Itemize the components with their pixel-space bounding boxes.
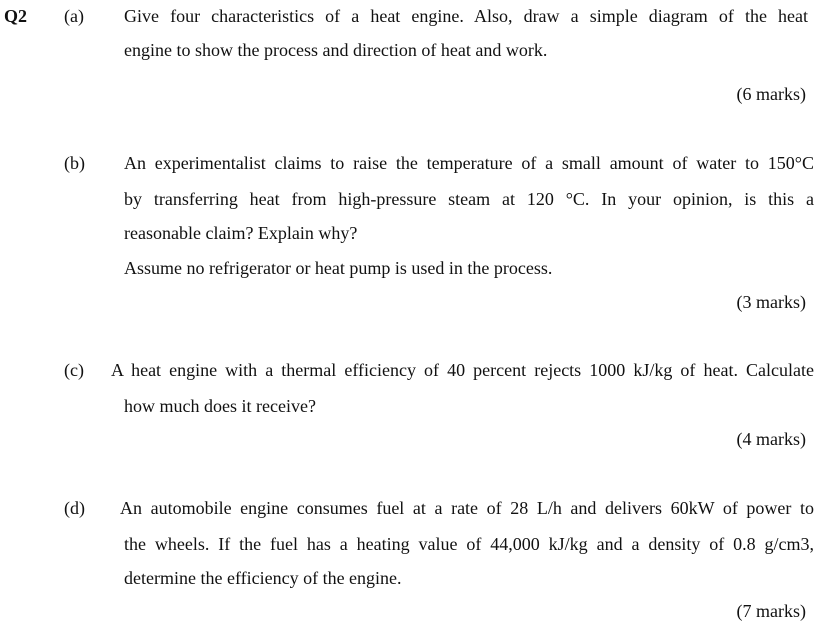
part-b-label: (b) bbox=[64, 153, 85, 173]
part-c-line-2: how much does it receive? bbox=[124, 396, 316, 416]
part-c-label: (c) bbox=[64, 360, 84, 380]
part-a-line-2: engine to show the process and direction of heat and work. bbox=[124, 40, 548, 60]
part-b-marks: (3 marks) bbox=[736, 292, 806, 312]
part-d-label: (d) bbox=[64, 498, 85, 518]
part-d-line-1: An automobile engine consumes fuel at a rate of 28 L/h and delivers 60kW of power to bbox=[120, 498, 814, 518]
question-number: Q2 bbox=[4, 6, 28, 26]
part-b-line-1: An experimentalist claims to raise the temperature of a small amount of water to 150°C bbox=[124, 153, 814, 173]
part-a-marks: (6 marks) bbox=[736, 84, 806, 104]
part-c-marks: (4 marks) bbox=[736, 429, 806, 449]
part-d-line-3: determine the efficiency of the engine. bbox=[124, 568, 402, 588]
part-a-label: (a) bbox=[64, 6, 84, 26]
part-b-line-2: by transferring heat from high-pressure steam at 120 °C. In your opinion, is this a bbox=[124, 189, 814, 209]
part-d-marks: (7 marks) bbox=[736, 601, 806, 621]
part-b-line-3: reasonable claim? Explain why? bbox=[124, 223, 358, 243]
part-a-line-1: Give four characteristics of a heat engine. Also, draw a simple diagram of the heat bbox=[124, 6, 808, 26]
part-c-line-1: A heat engine with a thermal efficiency of 40 percent rejects 1000 kJ/kg of heat. Calculate bbox=[111, 360, 814, 380]
part-d-line-2: the wheels. If the fuel has a heating value of 44,000 kJ/kg and a density of 0.8 g/cm3, bbox=[124, 534, 814, 554]
part-b-line-4: Assume no refrigerator or heat pump is used in the process. bbox=[124, 258, 553, 278]
